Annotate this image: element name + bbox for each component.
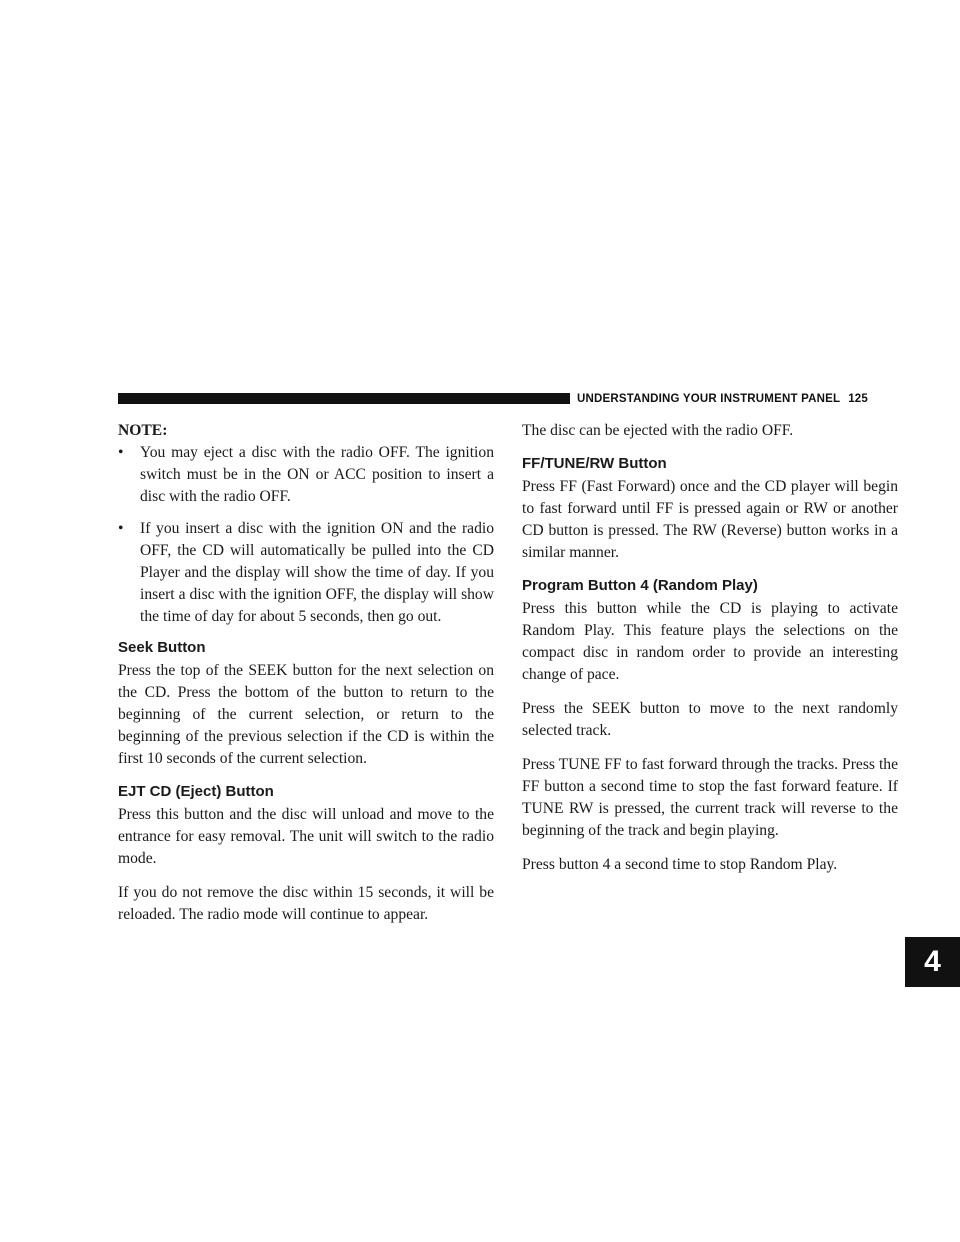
running-header xyxy=(577,391,907,407)
list-item xyxy=(118,518,494,628)
random-play-paragraph: Press this button while the CD is playing to activate Random Play. This feature plays the selections on the compact disc in random order to provide an interesting change of pace. xyxy=(522,600,898,683)
left-column xyxy=(118,420,494,938)
bullet-text: If you insert a disc with the ignition ON and the radio OFF, the CD will automatically be pulled into the CD Player and the display will show the time of day. If you insert a disc with the ignition OFF, the display will show the time of day for about 5 seconds, then go out. xyxy=(140,520,494,625)
list-item xyxy=(118,442,494,508)
right-column xyxy=(522,420,898,888)
random-play-paragraph: Press TUNE FF to fast forward through the tracks. Press the FF button a second time to stop the fast forward feature. If TUNE RW is pressed, the current track will reverse to the beginning of the track and begin playing. xyxy=(522,756,898,839)
random-play-heading: Program Button 4 (Random Play) xyxy=(522,577,758,594)
ff-tune-rw-heading: FF/TUNE/RW Button xyxy=(522,455,667,472)
ff-tune-rw-paragraph: Press FF (Fast Forward) once and the CD player will begin to fast forward until FF is pressed again or RW or another CD button is pressed. The RW (Reverse) button works in a similar manner. xyxy=(522,478,898,561)
random-play-paragraph: Press button 4 a second time to stop Random Play. xyxy=(522,856,838,873)
seek-button-heading: Seek Button xyxy=(118,639,206,656)
bullet-text: You may eject a disc with the radio OFF. The ignition switch must be in the ON or ACC position to insert a disc with the radio OFF. xyxy=(140,444,494,505)
note-bullet-list xyxy=(118,442,494,628)
section-title: UNDERSTANDING YOUR INSTRUMENT PANEL xyxy=(577,393,841,405)
page-number: 125 xyxy=(848,393,868,405)
header-rule xyxy=(118,393,570,404)
bullet-glyph: • xyxy=(118,520,124,537)
eject-radio-off-paragraph: The disc can be ejected with the radio OFF. xyxy=(522,422,794,439)
eject-paragraph: If you do not remove the disc within 15 seconds, it will be reloaded. The radio mode will continue to appear. xyxy=(118,884,494,923)
eject-paragraph: Press this button and the disc will unload and move to the entrance for easy removal. The unit will switch to the radio mode. xyxy=(118,806,494,867)
eject-button-heading: EJT CD (Eject) Button xyxy=(118,783,274,800)
note-label: NOTE: xyxy=(118,422,168,439)
chapter-tab: 4 xyxy=(905,937,960,987)
seek-button-paragraph: Press the top of the SEEK button for the next selection on the CD. Press the bottom of the button to return to the beginning of the current selection, or return to the beginning of the previous selection if the CD is within the first 10 seconds of the current selection. xyxy=(118,662,494,767)
bullet-glyph: • xyxy=(118,444,124,461)
random-play-paragraph: Press the SEEK button to move to the next randomly selected track. xyxy=(522,700,898,739)
